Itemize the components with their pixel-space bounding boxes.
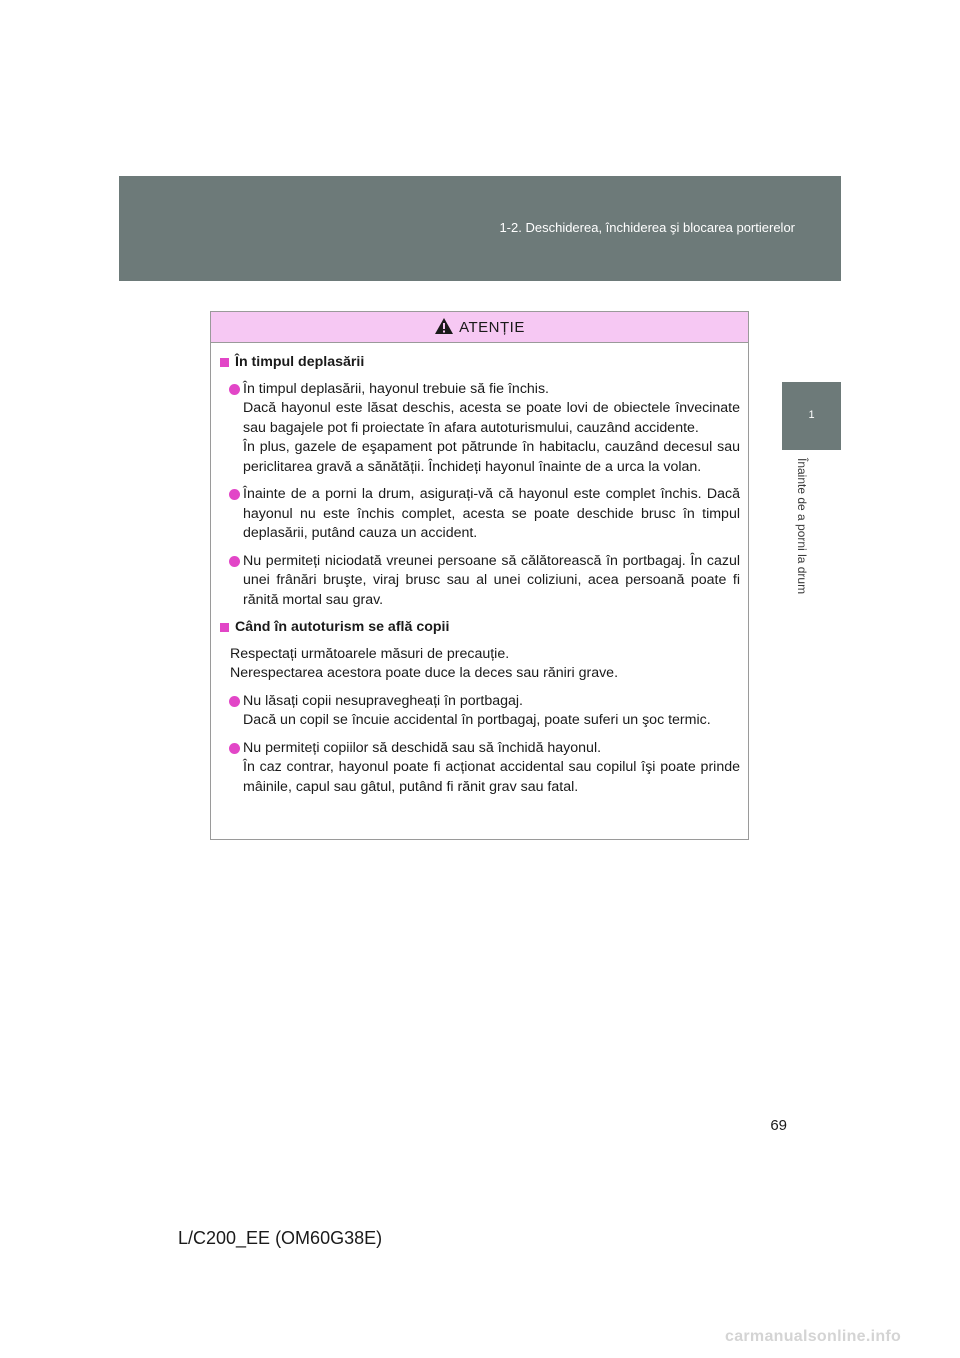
warning-title: ATENȚIE bbox=[459, 318, 525, 336]
bullet-dot-icon bbox=[229, 696, 240, 707]
chapter-tab bbox=[782, 382, 841, 450]
section-intro bbox=[219, 645, 740, 684]
intro-line: Respectați următoarele măsuri de precauție. bbox=[230, 645, 510, 662]
item-line: În timpul deplasării, hayonul trebuie să fie închis. bbox=[243, 380, 549, 397]
bullet-dot-icon bbox=[229, 489, 240, 500]
item-line: Dacă un copil se încuie accidental în portbagaj, poate suferi un şoc termic. bbox=[243, 712, 711, 728]
item-line: Nu permiteți copiilor să deschidă sau să închidă hayonul. bbox=[243, 739, 602, 756]
list-item bbox=[219, 692, 740, 731]
chapter-label: Înainte de a porni la drum bbox=[795, 458, 809, 595]
section-heading: Când în autoturism se află copii bbox=[219, 618, 740, 638]
warning-box bbox=[210, 311, 749, 840]
item-line: În caz contrar, hayonul poate fi acționat accidental sau copilul îşi poate prinde mâinile, capul sau gâtul, putând fi rănit grav sau fatal. bbox=[243, 759, 740, 795]
section-title: 1-2. Deschiderea, închiderea şi blocarea portierelor bbox=[499, 220, 795, 235]
item-line: În plus, gazele de eşapament pot pătrunde în habitaclu, cauzând decesul sau periclitarea gravă a sănătății. Închideți hayonul înainte de a urca la volan. bbox=[243, 439, 740, 475]
square-bullet-icon bbox=[220, 358, 229, 367]
list-item bbox=[219, 380, 740, 478]
item-line: Înainte de a porni la drum, asigurați-vă că hayonul este complet închis. Dacă hayonul nu este închis complet, acesta se poate deschide brusc în timpul deplasării, putând cauza un accident. bbox=[243, 486, 740, 541]
list-item bbox=[219, 485, 740, 544]
footer-code: L/C200_EE (OM60G38E) bbox=[178, 1228, 383, 1248]
header-band bbox=[119, 176, 841, 281]
bullet-dot-icon bbox=[229, 384, 240, 395]
list-item bbox=[219, 552, 740, 611]
warning-content bbox=[211, 343, 748, 797]
square-bullet-icon bbox=[220, 623, 229, 632]
section-heading: În timpul deplasării bbox=[219, 353, 740, 373]
item-line: Nu permiteți niciodată vreunei persoane să călătorească în portbagaj. În cazul unei frânări bruşte, viraj brusc sau al unei coliziuni, acea persoană poate fi rănită mortal sau grav. bbox=[243, 552, 740, 608]
warning-header bbox=[211, 312, 748, 343]
watermark[interactable]: carmanualsonline.info bbox=[725, 1328, 902, 1345]
warning-triangle-icon bbox=[434, 317, 454, 335]
bullet-dot-icon bbox=[229, 743, 240, 754]
intro-line: Nerespectarea acestora poate duce la deces sau răniri grave. bbox=[230, 665, 619, 681]
list-item bbox=[219, 739, 740, 798]
chapter-number: 1 bbox=[808, 409, 815, 421]
page-number: 69 bbox=[770, 1117, 787, 1134]
item-line: Dacă hayonul este lăsat deschis, acesta se poate lovi de obiectele învecinate sau bagajele pot fi proiectate în afara autoturismului, cauzând accidente. bbox=[243, 400, 740, 436]
bullet-dot-icon bbox=[229, 556, 240, 567]
item-line: Nu lăsați copii nesupravegheați în portbagaj. bbox=[243, 692, 523, 709]
